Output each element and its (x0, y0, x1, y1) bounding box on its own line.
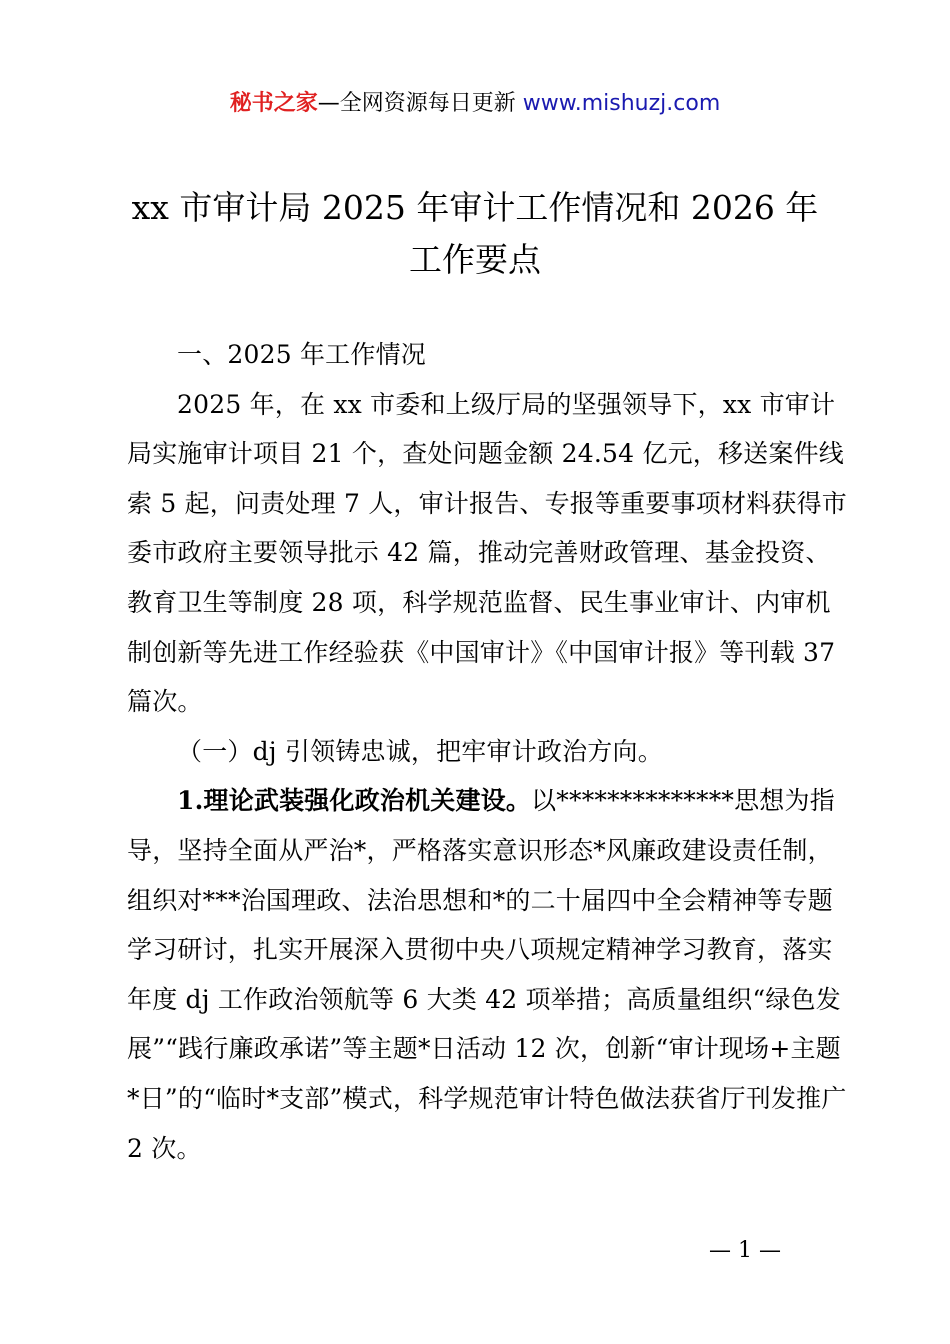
banner-tagline: —全网资源每日更新 (317, 91, 523, 116)
document-body (127, 330, 847, 1173)
brand-name: 秘书之家 (229, 91, 318, 116)
title-line-1: xx 市审计局 2025 年审计工作情况和 2026 年 (131, 188, 819, 227)
subsection-heading: （一）dj 引领铸忠诚，把牢审计政治方向。 (177, 736, 663, 766)
page-number: — 1 — (709, 1238, 781, 1263)
site-url-link[interactable]: www.mishuzj.com (522, 91, 721, 116)
item-paragraph (127, 776, 847, 1173)
item-text: 以**************思想为指导，坚持全面从严治*，严格落实意识形态*风廉政建设责任制，组织对***治国理政、法治思想和*的二十届四中全会精神等专题学习研讨，扎实开展深入贯彻中央八项规定精神学习教育，落实年度 dj 工作政治领航等 6 大类 42 项举措；高质量组织“绿色发展”“践行廉政承诺”等主题*日活动 12 次，创新“审计现场+主题*日”的“临时*支部”模式，科学规范审计特色做法获省厅刊发推广 2 次。 (127, 786, 847, 1163)
site-banner (0, 88, 950, 120)
title-line-2: 工作要点 (409, 240, 541, 279)
item-lead: 1.理论武装强化政治机关建设。 (177, 786, 532, 816)
document-title (100, 182, 850, 286)
section-heading: 一、2025 年工作情况 (177, 340, 426, 369)
intro-paragraph: 2025 年，在 xx 市委和上级厅局的坚强领导下，xx 市审计局实施审计项目 21 个，查处问题金额 24.54 亿元，移送案件线索 5 起，问责处理 7 人，审计报告、专报等重要事项材料获得市委市政府主要领导批示 42 篇，推动完善财政管理、基金投资、教育卫生等制度 28 项，科学规范监督、民生事业审计、内审机制创新等先进工作经验获《中国审计》《中国审计报》等刊载 37 篇次。 (127, 389, 848, 717)
